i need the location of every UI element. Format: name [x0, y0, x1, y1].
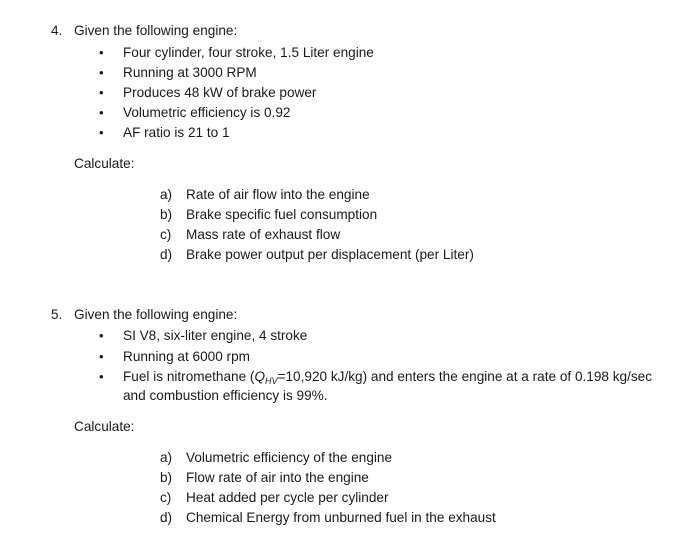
bullet-icon: • [99, 85, 104, 100]
part-label: d) [160, 247, 173, 262]
bullet-icon: • [99, 349, 104, 364]
list-item: SI V8, six-liter engine, 4 stroke [123, 328, 308, 343]
part-text: Heat added per cycle per cylinder [186, 490, 389, 505]
part-text: Brake power output per displacement (per Liter) [186, 247, 474, 262]
list-item: Running at 3000 RPM [123, 65, 257, 80]
list-item: AF ratio is 21 to 1 [123, 125, 230, 140]
question-title: Given the following engine: [74, 23, 238, 38]
fuel-prefix: Fuel is nitromethane ( [123, 369, 255, 384]
part-label: c) [160, 490, 172, 505]
part-text: Mass rate of exhaust flow [186, 227, 341, 242]
part-label: d) [160, 510, 173, 525]
part-text: Rate of air flow into the engine [186, 187, 370, 202]
part-label: a) [160, 187, 173, 202]
bullet-icon: • [99, 369, 104, 384]
part-text: Chemical Energy from unburned fuel in the exhaust [186, 510, 496, 525]
list-item-continuation: and combustion efficiency is 99%. [123, 388, 328, 403]
bullet-icon: • [99, 45, 104, 60]
symbol-q: Q [254, 369, 266, 384]
bullet-icon: • [99, 125, 104, 140]
symbol-subscript: HV [265, 376, 278, 386]
fuel-suffix: =10,920 kJ/kg) and enters the engine at a rate of 0.198 kg/sec [277, 369, 653, 384]
question-number: 5. [51, 307, 63, 322]
list-item: Four cylinder, four stroke, 1.5 Liter engine [123, 45, 374, 60]
list-item: Running at 6000 rpm [123, 349, 250, 364]
part-label: b) [160, 470, 173, 485]
part-label: c) [160, 227, 172, 242]
bullet-icon: • [99, 105, 104, 120]
question-title: Given the following engine: [74, 307, 238, 322]
calculate-label: Calculate: [74, 156, 135, 171]
part-label: a) [160, 450, 173, 465]
bullet-icon: • [99, 328, 104, 343]
part-text: Brake specific fuel consumption [186, 207, 378, 222]
part-text: Flow rate of air into the engine [186, 470, 369, 485]
part-label: b) [160, 207, 173, 222]
calculate-label: Calculate: [74, 419, 135, 434]
question-number: 4. [51, 23, 63, 38]
list-item: Produces 48 kW of brake power [123, 85, 317, 100]
part-text: Volumetric efficiency of the engine [186, 450, 393, 465]
list-item: Volumetric efficiency is 0.92 [123, 105, 291, 120]
bullet-icon: • [99, 65, 104, 80]
